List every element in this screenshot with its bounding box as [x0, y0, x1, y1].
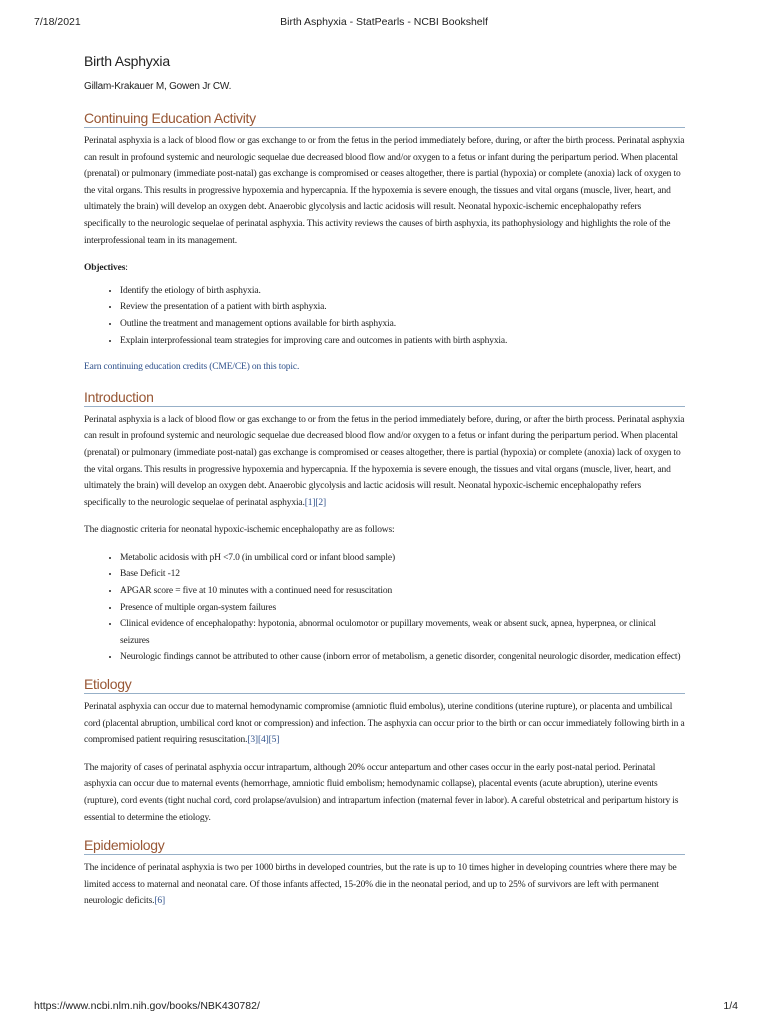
section-heading-etiology: Etiology — [84, 676, 685, 694]
document-title: Birth Asphyxia — [84, 53, 170, 69]
criteria-item: • Neurologic findings cannot be attributed to other cause (inborn error of metabolism, a genetic disorder, congenital neurologic disorder, medication effect) — [120, 649, 685, 666]
intro-paragraph-text: Perinatal asphyxia is a lack of blood flow or gas exchange to or from the fetus in the period immediately before, during, or after the birth process. Perinatal asphyxia can result in profound systemic and neurologic sequelae due decreased blood flow and/or oxygen to a fetus or infant during the peripartum period. When placental (prenatal) or pulmonary (immediate post-natal) gas exchange is compromised or ceases altogether, there is partial (hypoxia) or complete (anoxia) lack of oxygen to the vital organs. This results in progressive hypoxemia and hypercapnia. If the hypoxemia is severe enough, the tissues and vital organs (muscle, liver, heart, and ultimately the brain) will develop an oxygen debt. Anaerobic glycolysis and lactic acidosis will result. Neonatal hypoxic-ischemic encephalopathy refers specifically to the neurologic sequelae of perinatal asphyxia. — [84, 414, 685, 508]
criteria-item: • Base Deficit -12 — [120, 566, 685, 583]
ce-paragraph: Perinatal asphyxia is a lack of blood flow or gas exchange to or from the fetus in the period immediately before, during, or after the birth process. Perinatal asphyxia can result in profound systemic and neurologic sequelae due decreased blood flow and/or oxygen to a fetus or infant during the peripartum period. When placental (prenatal) or pulmonary (immediate post-natal) gas exchange is compromised or ceases altogether, there is partial (hypoxia) or complete (anoxia) lack of oxygen to the vital organs. This results in progressive hypoxemia and hypercapnia. If the hypoxemia is severe enough, the tissues and vital organs (muscle, liver, heart, and ultimately the brain) will develop an oxygen debt. Anaerobic glycolysis and lactic acidosis will result. Neonatal hypoxic-ischemic encephalopathy refers specifically to the neurologic sequelae of perinatal asphyxia. This activity reviews the causes of birth asphyxia, its pathophysiology and highlights the role of the interprofessional team in its management. — [84, 136, 685, 246]
objective-item: • Explain interprofessional team strategies for improving care and outcomes in patients with birth asphyxia. — [120, 333, 685, 350]
criteria-item: • Metabolic acidosis with pH <7.0 (in umbilical cord or infant blood sample) — [120, 550, 685, 567]
section-continuing-education — [84, 110, 685, 376]
reference-link[interactable]: [2] — [315, 497, 327, 508]
reference-link[interactable]: [3] — [247, 735, 258, 746]
section-etiology — [84, 676, 685, 826]
print-page-number: 1/4 — [723, 1000, 738, 1012]
section-heading-continuing-education: Continuing Education Activity — [84, 110, 685, 128]
reference-link[interactable]: [1] — [304, 497, 316, 508]
objectives-list — [84, 283, 685, 349]
objective-item: • Review the presentation of a patient with birth asphyxia. — [120, 299, 685, 316]
criteria-list — [84, 550, 685, 666]
reference-link[interactable]: [4] — [257, 735, 269, 746]
print-url: https://www.ncbi.nlm.nih.gov/books/NBK430782/ — [34, 1000, 260, 1012]
etiology-paragraph-1 — [84, 699, 685, 749]
reference-link[interactable]: [5] — [268, 735, 280, 746]
objectives-label-line — [84, 260, 685, 277]
cme-link[interactable]: Earn continuing education credits (CME/CE) on this topic. — [84, 362, 300, 373]
section-epidemiology — [84, 837, 685, 910]
print-footer — [0, 1000, 768, 1014]
criteria-item: • Presence of multiple organ-system failures — [120, 600, 685, 617]
objectives-label: Objectives — [84, 263, 126, 274]
intro-paragraph — [84, 412, 685, 512]
etiology-paragraph-2: The majority of cases of perinatal asphyxia occur intrapartum, although 20% occur antepartum and other cases occur in the early post-natal period. Perinatal asphyxia can occur due to maternal events (hemorrhage, amniotic fluid embolism; hemodynamic collapse), placental events (acute abruption), uterine events (rupture), cord events (tight nuchal cord, cord prolapse/avulsion) and intrapartum infection (maternal fever in labor). A careful obstetrical and peripartum history is essential to determine the etiology. — [84, 762, 679, 823]
criteria-intro: The diagnostic criteria for neonatal hypoxic-ischemic encephalopathy are as follows: — [84, 525, 395, 536]
article — [84, 53, 685, 921]
etiology-paragraph-1-text: Perinatal asphyxia can occur due to maternal hemodynamic compromise (amniotic fluid embolus), uterine conditions (uterine rupture), or placenta and umbilical cord (placental abruption, umbilical cord knot or compression) and infection. The asphyxia can occur prior to the birth or can occur immediately following birth in a compromised patient requiring resuscitation. — [84, 702, 685, 746]
print-header — [0, 16, 768, 30]
criteria-item: • APGAR score = five at 10 minutes with a continued need for resuscitation — [120, 583, 685, 600]
section-introduction — [84, 389, 685, 666]
objectives-colon: : — [125, 263, 128, 274]
authors: Gillam-Krakauer M, Gowen Jr CW. — [84, 81, 232, 92]
epidemiology-paragraph-1-text: The incidence of perinatal asphyxia is two per 1000 births in developed countries, but the rate is up to 10 times higher in developing countries where there may be limited access to maternal and neonatal care. Of those infants affected, 15-20% die in the neonatal period, and up to 25% of survivors are left with permanent neurologic deficits. — [84, 863, 677, 907]
print-date: 7/18/2021 — [34, 16, 81, 28]
print-page-title: Birth Asphyxia - StatPearls - NCBI Bookshelf — [280, 16, 488, 28]
criteria-item: • Clinical evidence of encephalopathy: hypotonia, abnormal oculomotor or pupillary movements, weak or absent suck, apnea, hyperpnea, or clinical seizures — [120, 616, 685, 649]
section-heading-epidemiology: Epidemiology — [84, 837, 685, 855]
cme-line — [84, 359, 685, 376]
section-heading-introduction: Introduction — [84, 389, 685, 407]
epidemiology-paragraph-1 — [84, 860, 685, 910]
reference-link[interactable]: [6] — [154, 896, 165, 907]
objective-item: • Outline the treatment and management options available for birth asphyxia. — [120, 316, 685, 333]
objective-item: • Identify the etiology of birth asphyxia. — [120, 283, 685, 300]
